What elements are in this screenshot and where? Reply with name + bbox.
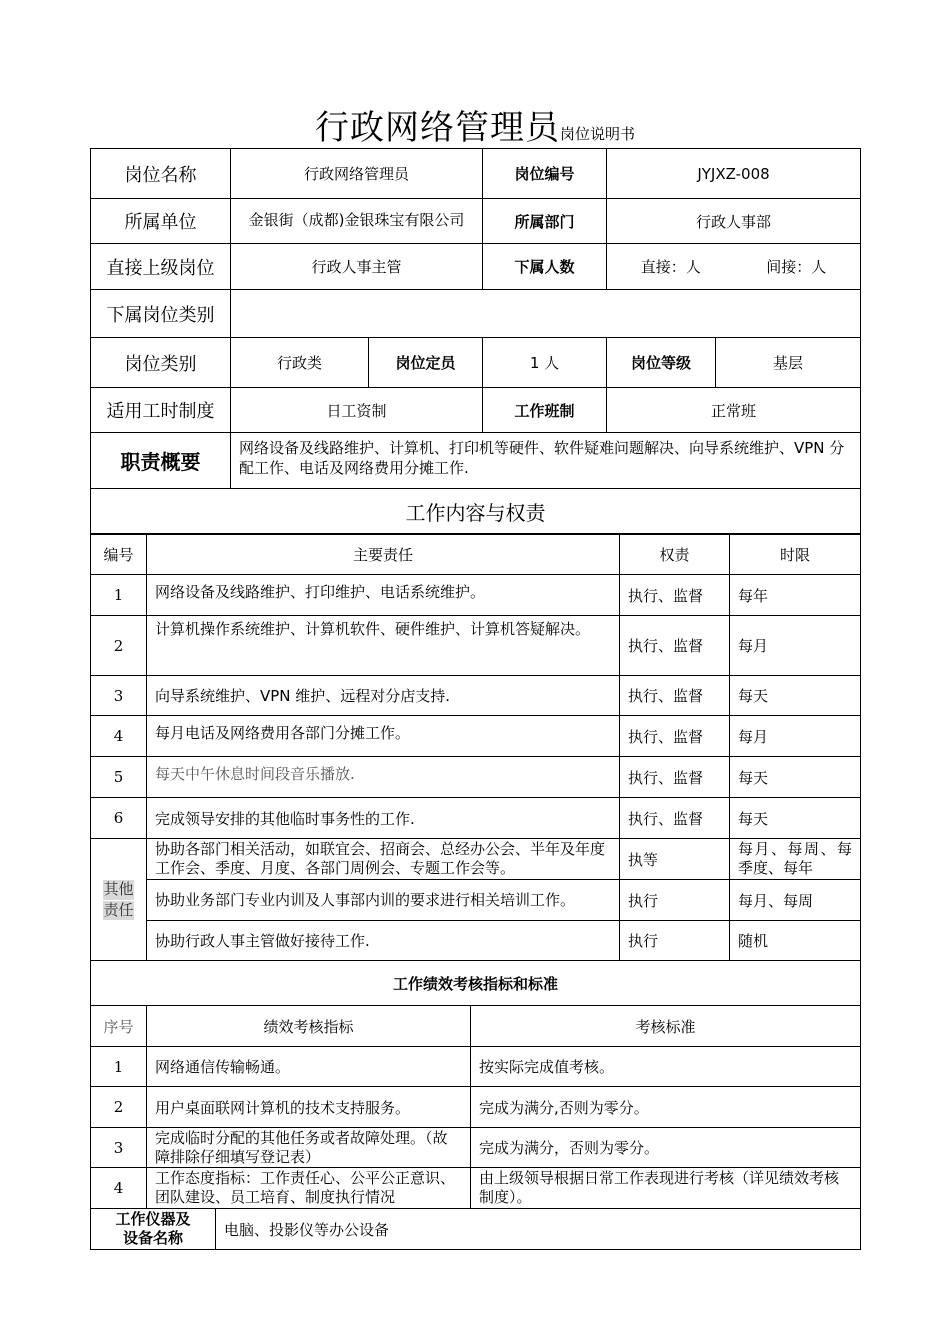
kpi-header-indicator: 绩效考核指标	[147, 1006, 471, 1047]
table-row	[91, 1128, 861, 1168]
other-label-1: 其他	[103, 880, 134, 898]
duty-text: 每月电话及网络费用各部门分摊工作。	[147, 716, 620, 757]
duty-no: 4	[91, 716, 147, 757]
table-row	[91, 575, 861, 616]
duty-limit: 每月	[730, 616, 861, 676]
table-row	[91, 616, 861, 676]
duty-text: 网络设备及线路维护、打印维护、电话系统维护。	[147, 575, 620, 616]
post-type-value: 行政类	[231, 338, 369, 388]
kpi-indicator: 完成临时分配的其他任务或者故障处理。（故障排除仔细填写登记表）	[147, 1128, 471, 1168]
sub-type-label: 下属岗位类别	[91, 290, 231, 338]
other-duty-power: 执行	[620, 880, 730, 921]
duty-no: 6	[91, 798, 147, 839]
kpi-indicator: 用户桌面联网计算机的技术支持服务。	[147, 1087, 471, 1128]
post-name-label: 岗位名称	[91, 149, 231, 199]
hours-label: 适用工时制度	[91, 388, 231, 433]
other-duty-text: 协助业务部门专业内训及人事部内训的要求进行相关培训工作。	[147, 880, 620, 921]
unit-label: 所属单位	[91, 199, 231, 244]
summary-label: 职责概要	[91, 433, 231, 489]
duty-text: 每天中午休息时间段音乐播放.	[147, 757, 620, 798]
kpi-indicator: 网络通信传输畅通。	[147, 1047, 471, 1087]
shift-label: 工作班制	[483, 388, 607, 433]
title-sub: 岗位说明书	[559, 125, 635, 143]
other-duty-limit: 每月、每周	[730, 880, 861, 921]
duties-table	[90, 534, 861, 961]
duty-limit: 每天	[730, 798, 861, 839]
duty-text: 向导系统维护、VPN 维护、远程对分店支持.	[147, 676, 620, 716]
equipment-value: 电脑、投影仪等办公设备	[216, 1209, 861, 1250]
table-row	[91, 839, 861, 880]
hours-value: 日工资制	[231, 388, 483, 433]
kpi-standard: 完成为满分，否则为零分。	[471, 1128, 861, 1168]
indirect-count: 间接：人	[766, 258, 827, 276]
staffing-label: 岗位定员	[369, 338, 483, 388]
duty-power: 执行、监督	[620, 575, 730, 616]
table-row	[91, 1087, 861, 1128]
duties-header-duty: 主要责任	[147, 535, 620, 575]
direct-count: 直接：人	[640, 258, 701, 276]
duty-limit: 每天	[730, 676, 861, 716]
sub-type-value	[231, 290, 861, 338]
duty-power: 执行、监督	[620, 616, 730, 676]
superior-value: 行政人事主管	[231, 244, 483, 290]
shift-value: 正常班	[607, 388, 861, 433]
post-name-value: 行政网络管理员	[231, 149, 483, 199]
document-title	[0, 100, 950, 149]
duties-header-no: 编号	[91, 535, 147, 575]
duty-power: 执行、监督	[620, 716, 730, 757]
duty-no: 5	[91, 757, 147, 798]
kpi-no: 3	[91, 1128, 147, 1168]
other-duty-text: 协助行政人事主管做好接待工作.	[147, 921, 620, 961]
equipment-label-2: 设备名称	[122, 1229, 183, 1247]
post-no-label: 岗位编号	[483, 149, 607, 199]
duty-limit: 每月	[730, 716, 861, 757]
table-row	[91, 757, 861, 798]
kpi-no: 2	[91, 1087, 147, 1128]
kpi-standard: 完成为满分,否则为零分。	[471, 1087, 861, 1128]
duty-no: 2	[91, 616, 147, 676]
duty-no: 3	[91, 676, 147, 716]
kpi-no: 1	[91, 1047, 147, 1087]
duty-text: 计算机操作系统维护、计算机软件、硬件维护、计算机答疑解决。	[147, 616, 620, 676]
table-row	[91, 716, 861, 757]
other-duty-limit: 每月、每周、每季度、每年	[730, 839, 861, 880]
subordinates-label: 下属人数	[483, 244, 607, 290]
table-row	[91, 676, 861, 716]
duty-limit: 每年	[730, 575, 861, 616]
kpi-indicator: 工作态度指标：工作责任心、公平公正意识、团队建设、员工培育、制度执行情况	[147, 1168, 471, 1209]
kpi-standard: 按实际完成值考核。	[471, 1047, 861, 1087]
post-type-label: 岗位类别	[91, 338, 231, 388]
info-table	[90, 148, 861, 534]
title-main: 行政网络管理员	[314, 108, 560, 148]
kpi-header-standard: 考核标准	[471, 1006, 861, 1047]
table-row	[91, 921, 861, 961]
table-row	[91, 798, 861, 839]
table-row	[91, 880, 861, 921]
duty-power: 执行、监督	[620, 798, 730, 839]
duty-limit: 每天	[730, 757, 861, 798]
other-duty-limit: 随机	[730, 921, 861, 961]
equipment-table	[90, 1208, 861, 1250]
equipment-label	[91, 1209, 216, 1250]
dept-value: 行政人事部	[607, 199, 861, 244]
kpi-no: 4	[91, 1168, 147, 1209]
duty-power: 执行、监督	[620, 676, 730, 716]
kpi-title: 工作绩效考核指标和标准	[91, 961, 861, 1006]
unit-value: 金银街（成都)金银珠宝有限公司	[231, 199, 483, 244]
grade-value: 基层	[716, 338, 861, 388]
post-no-value: JYJXZ-008	[607, 149, 861, 199]
superior-label: 直接上级岗位	[91, 244, 231, 290]
summary-value: 网络设备及线路维护、计算机、打印机等硬件、软件疑难问题解决、向导系统维护、VPN 分配工作、电话及网络费用分摊工作.	[231, 433, 861, 489]
other-duties-label	[91, 839, 147, 961]
kpi-header-no: 序号	[91, 1006, 147, 1047]
duties-header-power: 权责	[620, 535, 730, 575]
other-duty-power: 执等	[620, 839, 730, 880]
subordinates-value	[607, 244, 861, 290]
grade-label: 岗位等级	[607, 338, 716, 388]
duty-text: 完成领导安排的其他临时事务性的工作.	[147, 798, 620, 839]
kpi-standard: 由上级领导根据日常工作表现进行考核（详见绩效考核制度）。	[471, 1168, 861, 1209]
duty-power: 执行、监督	[620, 757, 730, 798]
duties-header-limit: 时限	[730, 535, 861, 575]
other-label-2: 责任	[103, 900, 134, 919]
duties-title: 工作内容与权责	[91, 489, 861, 534]
staffing-value: 1 人	[483, 338, 607, 388]
table-row	[91, 1168, 861, 1209]
other-duty-text: 协助各部门相关活动，如联宜会、招商会、总经办公会、半年及年度工作会、季度、月度、各部门周例会、专题工作会等。	[147, 839, 620, 880]
duty-no: 1	[91, 575, 147, 616]
dept-label: 所属部门	[483, 199, 607, 244]
kpi-table	[90, 960, 861, 1209]
equipment-label-1: 工作仪器及	[115, 1210, 191, 1229]
table-row	[91, 1047, 861, 1087]
other-duty-power: 执行	[620, 921, 730, 961]
